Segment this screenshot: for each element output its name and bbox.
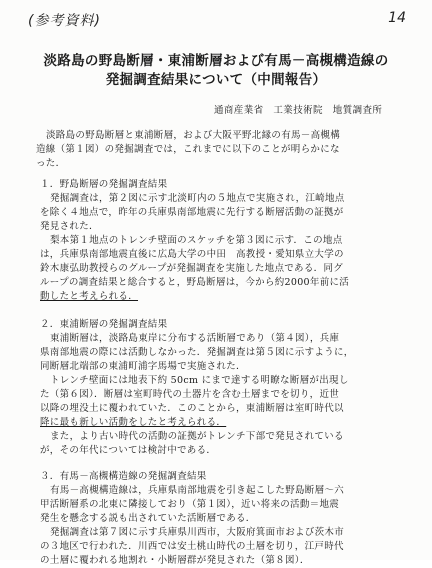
section-1-heading: １．野島断層の発掘調査結果	[40, 179, 168, 190]
section-3-line: 甲活断層系の北東に隣接しており（第１図），近い将来の活動＝地震	[40, 499, 340, 510]
section-3-line: 発生を懸念する説も出されていた活断層である．	[40, 513, 256, 524]
section-1-line: を除く４地点で，昨年の兵庫県南部地震に先行する断層活動の証拠が	[40, 207, 344, 218]
section-2-line: 東浦断層は，淡路島東岸に分布する活断層であり（第４図），兵庫	[50, 333, 340, 344]
section-2-heading: ２．東浦断層の発掘調査結果	[40, 319, 168, 330]
section-2-line: 以降の埋没土に覆われていた．このことから，東浦断層は室町時代以	[40, 403, 344, 414]
section-2-line: トレンチ壁面には地表下約 50cm にまで達する明瞭な断層が出現し	[50, 375, 349, 386]
section-2-line: また，より古い時代の活動の証拠がトレンチ下部で発見されている	[50, 431, 344, 442]
intro-line: 淡路島の野島断層と東浦断層，および大阪平野北縁の有馬－高槻構	[46, 130, 341, 141]
document-title-line-2: 発掘調査結果について（中間報告）	[105, 72, 327, 88]
section-2-line: が，その年代については検討中である．	[40, 445, 217, 456]
section-3-line: 発掘調査は第７図に示す兵庫県川西市，大阪府箕面市および茨木市	[50, 527, 345, 538]
section-2-line: 県南部地震の際には活動しなかった．発掘調査は第５図に示すように，	[40, 347, 354, 358]
section-1-line: 鈴木康弘助教授らのグループが発掘調査を実施した地点である．同グ	[40, 263, 344, 274]
section-1-line: 梨本第１地点のトレンチ壁面のスケッチを第３図に示す．この地点	[50, 235, 343, 246]
section-3-line: の３地区で行われた．川西では安土桃山時代の土層を切り，江戸時代	[40, 541, 344, 552]
section-2-line: た（第６図）．断層は室町時代の土器片を含む土層までを切り，近世	[40, 389, 340, 400]
section-1-line: 発掘調査は，第２図に示す北淡町内の５地点で実施され，江崎地点	[50, 193, 345, 204]
section-1-line: 発見された．	[40, 221, 99, 232]
intro-line: 造線（第１図）の発掘調査では，これまでに以下のことが明らかにな	[36, 144, 340, 155]
page-number: 14	[388, 10, 406, 26]
section-2-line: 降に最も新しい活動をしたと考えられる．	[40, 417, 227, 428]
intro-line: った．	[36, 158, 66, 169]
section-2-line: 同断層北端部の東浦町浦字馬場で実施された．	[40, 361, 246, 372]
reference-material-label: (参考資料)	[28, 13, 101, 29]
section-3-heading: ３．有馬－高槻構造線の発掘調査結果	[40, 471, 207, 482]
section-1-line: は，兵庫県南部地震直後に広島大学の中田 高教授・愛知県立大学の	[40, 249, 344, 260]
section-1-line: 動したと考えられる．	[40, 291, 139, 302]
section-1-line: ループの調査結果と総合すると，野島断層は，今から約2000年前に活	[40, 277, 350, 288]
section-3-line: 有馬－高槻構造線は，兵庫県南部地震を引き起こした野島断層～六	[50, 485, 345, 496]
document-title-line-1: 淡路島の野島断層・東浦断層および有馬－高槻構造線の	[43, 53, 389, 69]
organization-name: 通商産業省 工業技術院 地質調査所	[214, 105, 383, 116]
section-3-line: の土層に覆われる地割れ・小断層群が発見された（第８図）．	[40, 555, 310, 566]
